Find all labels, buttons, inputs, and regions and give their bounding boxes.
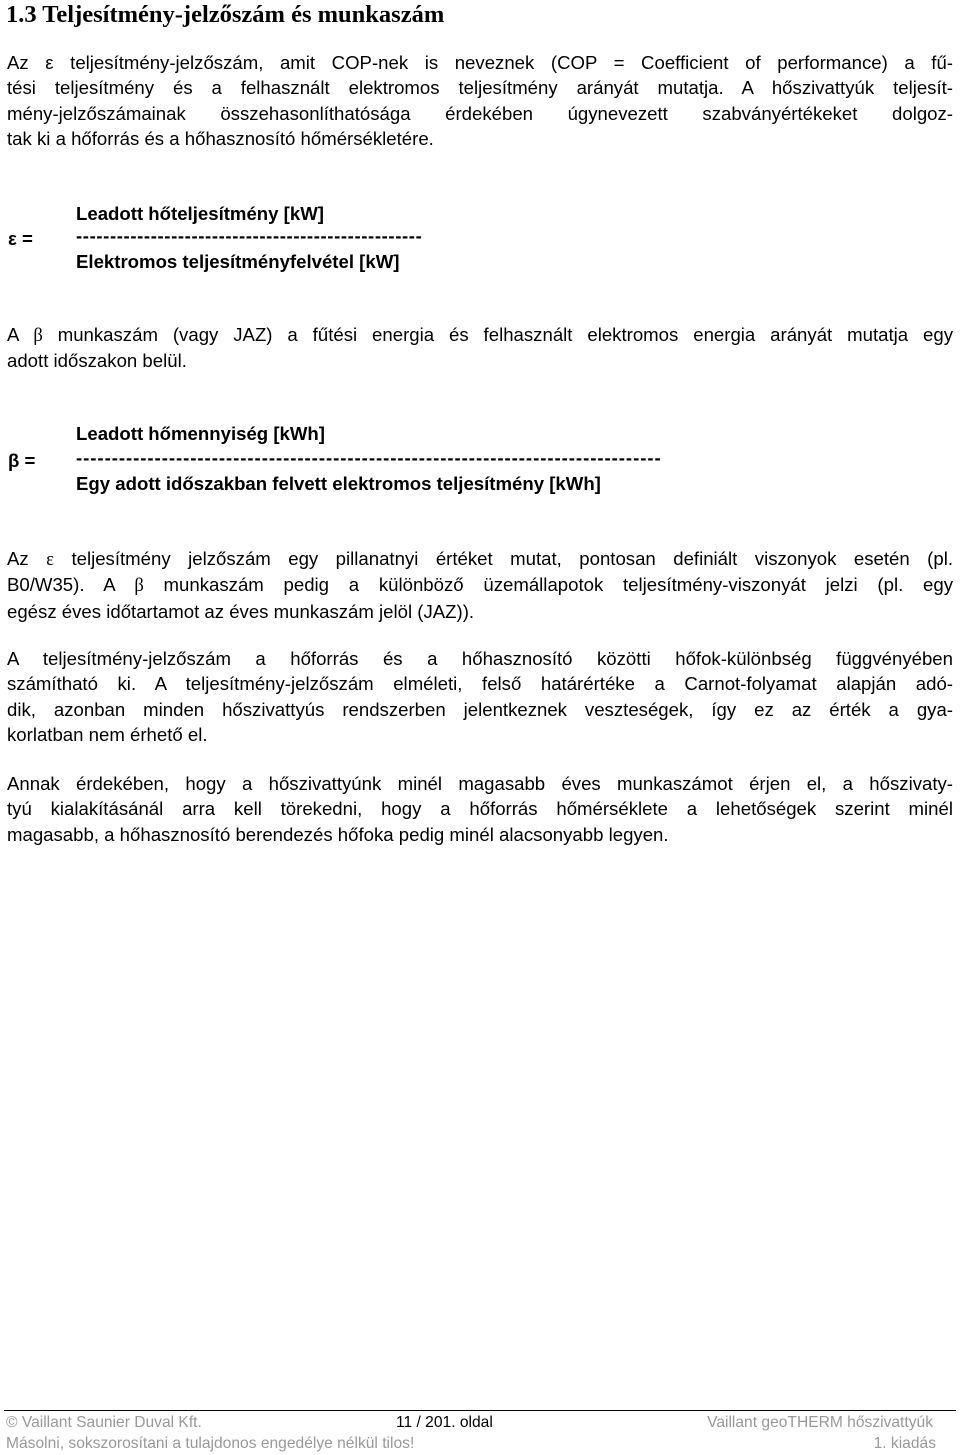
- beta-symbol: β =: [8, 450, 36, 471]
- paragraph-3-line-3: egész éves időtartamot az éves munkaszám jelöl (JAZ)).: [7, 600, 475, 622]
- beta-denominator: Egy adott időszakban felvett elektromos teljesítmény [kWh]: [76, 473, 601, 494]
- footer-copyright: © Vaillant Saunier Duval Kft.: [6, 1414, 202, 1431]
- paragraph-5-line-3: magasabb, a hőhasznosító berendezés hőfoka pedig minél alacsonyabb legyen.: [7, 823, 669, 845]
- paragraph-3-line-1: Az ε teljesítmény jelzőszám egy pillanatnyi értéket mutat, pontosan definiált viszonyok esetén (pl.: [7, 548, 953, 570]
- intro-line-2: tési teljesítmény és a felhasznált elektromos teljesítmény arányát mutatja. A hőszivattyúk teljesít-: [7, 77, 953, 99]
- beta-intro-paragraph: [7, 322, 953, 374]
- section-heading: 1.3 Teljesítmény-jelzőszám és munkaszám: [6, 1, 445, 28]
- epsilon-fraction-line: ---------------------------------------------------: [76, 225, 423, 246]
- paragraph-4-line-2: számítható ki. A teljesítmény-jelzőszám elméleti, felső határértéke a Carnot-folyamat alapján adó-: [7, 673, 953, 695]
- beta-fraction-line: ----------------------------------------------------------------------------------: [76, 447, 662, 468]
- footer-product: Vaillant geoTHERM hőszivattyúk: [707, 1414, 933, 1431]
- epsilon-symbol: ε =: [8, 228, 33, 249]
- epsilon-denominator: Elektromos teljesítményfelvétel [kW]: [76, 251, 400, 272]
- paragraph-5-line-1: Annak érdekében, hogy a hőszivattyúnk minél magasabb éves munkaszámot érjen el, a hőszivaty-: [7, 773, 953, 794]
- footer-copy-notice: Másolni, sokszorosítani a tulajdonos engedélye nélkül tilos!: [6, 1435, 415, 1452]
- paragraph-4-line-4: korlatban nem érhető el.: [7, 723, 208, 745]
- paragraph-4: [7, 646, 953, 747]
- footer-edition: 1. kiadás: [873, 1435, 936, 1452]
- beta-intro-line-2: adott időszakon belül.: [7, 350, 187, 372]
- paragraph-3: [7, 546, 953, 624]
- intro-line-3: mény-jelzőszámainak összehasonlíthatósága érdekében úgynevezett szabványértékeket dolgoz-: [7, 102, 953, 124]
- epsilon-numerator: Leadott hőteljesítmény [kW]: [76, 203, 324, 224]
- intro-line-1: Az ε teljesítmény-jelzőszám, amit COP-nek is neveznek (COP = Coefficient of performance) a fű-: [7, 52, 953, 73]
- footer-divider: [4, 1410, 956, 1411]
- paragraph-4-line-3: dik, azonban minden hőszivattyús rendszerben jelentkeznek veszteségek, így ez az érték a gya-: [7, 698, 953, 720]
- paragraph-5: [7, 771, 953, 847]
- intro-paragraph: [7, 50, 953, 151]
- paragraph-3-line-2: B0/W35). A β munkaszám pedig a különböző üzemállapotok teljesítmény-viszonyát jelzi (pl. egy: [7, 574, 953, 597]
- beta-numerator: Leadott hőmennyiség [kWh]: [76, 423, 325, 444]
- paragraph-5-line-2: tyú kialakításánál arra kell törekedni, hogy a hőforrás hőmérséklete a lehetőségek szerint minél: [7, 798, 953, 820]
- footer-page-number: 11 / 201. oldal: [396, 1414, 493, 1431]
- intro-line-4: tak ki a hőforrás és a hőhasznosító hőmérsékletére.: [7, 127, 434, 149]
- paragraph-4-line-1: A teljesítmény-jelzőszám a hőforrás és a hőhasznosító közötti hőfok-különbség függvényében: [7, 648, 953, 669]
- beta-intro-line-1: A β munkaszám (vagy JAZ) a fűtési energia és felhasznált elektromos energia arányát mutatja egy: [7, 324, 953, 346]
